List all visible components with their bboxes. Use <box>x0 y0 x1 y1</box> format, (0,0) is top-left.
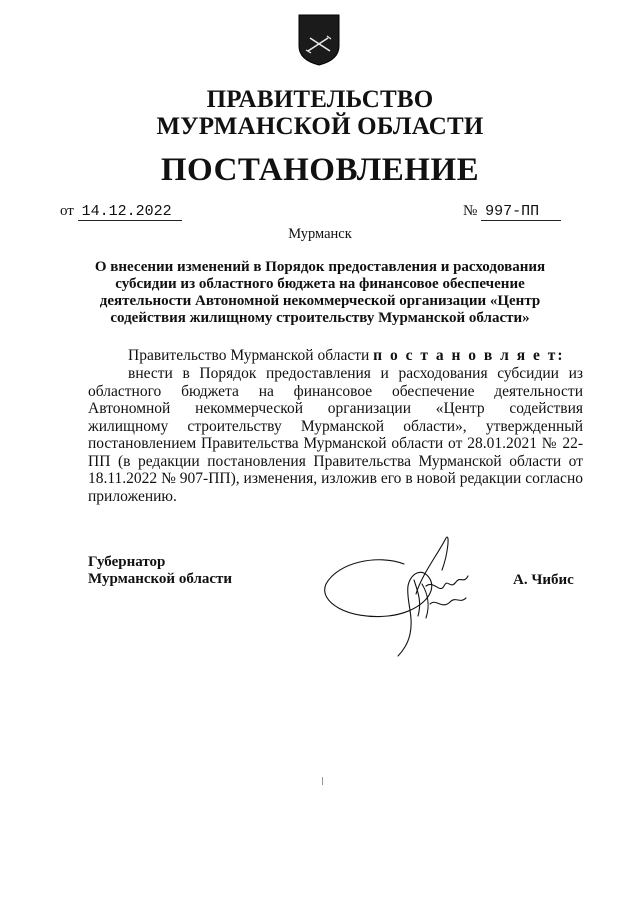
decree-word: п о с т а н о в л я е т: <box>373 347 565 364</box>
document-date <box>60 203 182 221</box>
date-prefix: от <box>60 203 74 219</box>
date-value: 14.12.2022 <box>78 203 182 221</box>
decree-intro <box>88 347 583 365</box>
document-subject <box>80 259 560 327</box>
decree-paragraph: внести в Порядок предоставления и расходования субсидии из областного бюджета на финансовое обеспечение деятельности Автономной некоммерческой организации «Центр содействия жилищному строительству Мурманской области», утвержденный постановлением Правительства Мурманской области от 28.01.2021 № 22-ПП (в редакции постановления Правительства Мурманской области от 18.11.2022 № 907-ПП), изменения, изложив его в новой редакции согласно приложению. <box>88 365 583 505</box>
subject-line: деятельности Автономной некоммерческой организации «Центр <box>99 293 541 309</box>
signer-title <box>88 554 232 588</box>
intro-text: Правительство Мурманской области <box>128 347 370 364</box>
number-value: 997-ПП <box>481 203 561 221</box>
org-name-line2: МУРМАНСКОЙ ОБЛАСТИ <box>156 113 484 140</box>
subject-line: субсидии из областного бюджета на финансовое обеспечение <box>115 276 525 292</box>
number-prefix: № <box>463 203 478 219</box>
document-type-title: ПОСТАНОВЛЕНИЕ <box>160 152 480 188</box>
signer-title-line1: Губернатор <box>88 554 166 570</box>
subject-line: содействия жилищному строительству Мурманской области» <box>110 310 530 326</box>
page-mark <box>322 777 323 785</box>
org-name-line1: ПРАВИТЕЛЬСТВО <box>206 86 434 113</box>
signer-name: А. Чибис <box>513 572 574 588</box>
document-number <box>463 203 561 221</box>
coat-of-arms-icon <box>298 14 340 66</box>
city: Мурманск <box>288 226 352 242</box>
handwritten-signature <box>318 524 488 659</box>
subject-line: О внесении изменений в Порядок предоставления и расходования <box>94 259 546 275</box>
signer-title-line2: Мурманской области <box>88 571 233 587</box>
